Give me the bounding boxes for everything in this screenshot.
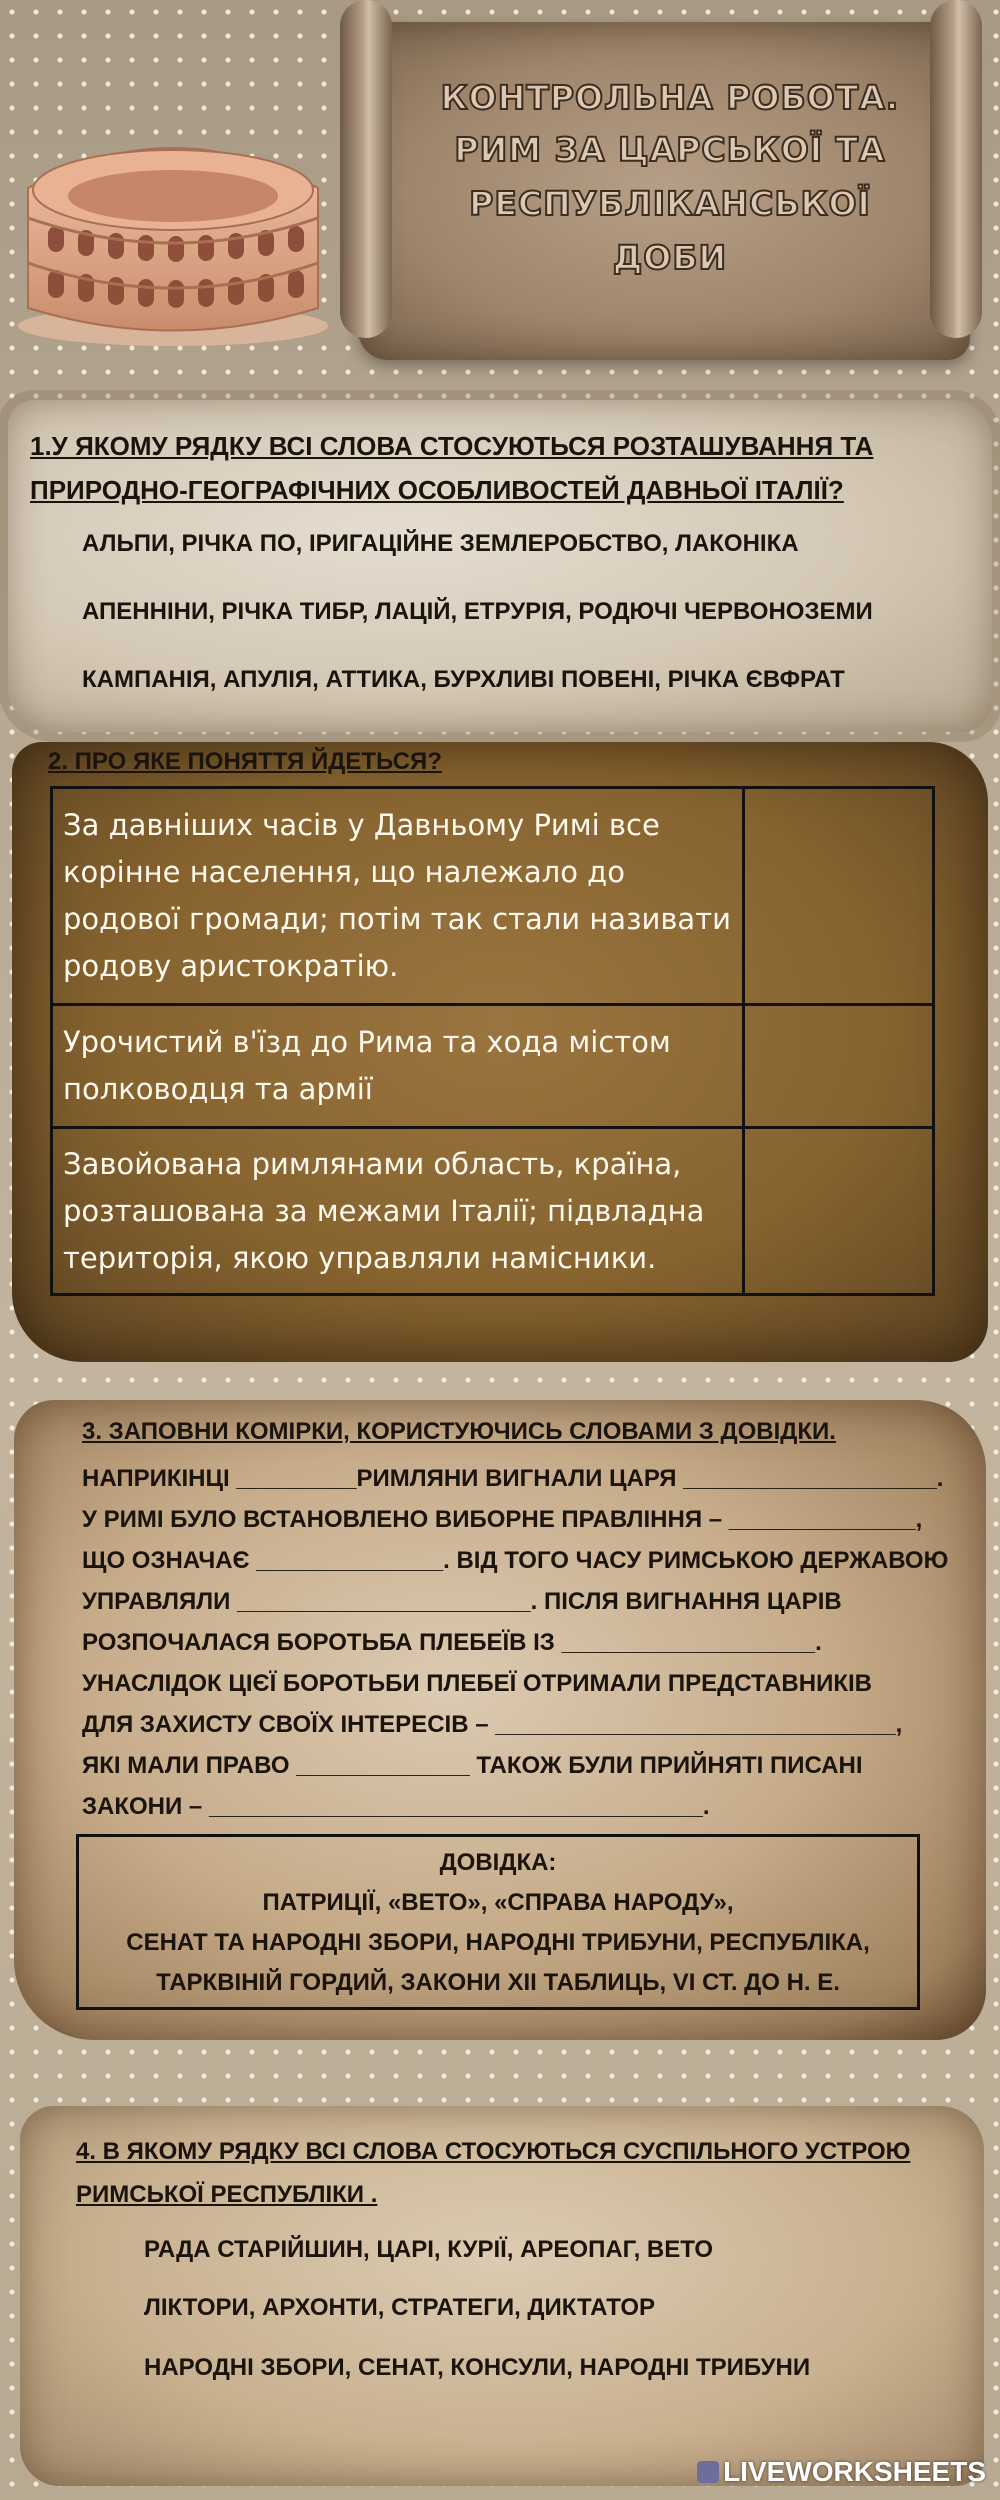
question-4-option-2[interactable]: ЛІКТОРИ, АРХОНТИ, СТРАТЕГИ, ДИКТАТОР (144, 2294, 656, 2321)
page-title-line-2: РИМ ЗА ЦАРСЬКОЇ ТА (454, 130, 886, 169)
logo-text: LIVEWORKSHEETS (723, 2456, 986, 2487)
scroll-left-roll (340, 0, 392, 338)
answer-cell[interactable] (743, 1128, 933, 1295)
fill-in-line[interactable]: УПРАВЛЯЛИ ______________________. ПІСЛЯ ВИГНАННЯ ЦАРІВ (82, 1588, 842, 1615)
answer-cell[interactable] (743, 788, 933, 1005)
definition-cell: Завойована римлянами область, країна, розташована за межами Італії; підвладна територія, якою управляли намісники. (52, 1128, 744, 1295)
fill-in-line[interactable]: У РИМІ БУЛО ВСТАНОВЛЕНО ВИБОРНЕ ПРАВЛІННЯ – ______________, (82, 1506, 923, 1533)
fill-in-line[interactable]: ДЛЯ ЗАХИСТУ СВОЇХ ІНТЕРЕСІВ – ______________________________, (82, 1711, 903, 1738)
answer-cell[interactable] (743, 1005, 933, 1128)
reference-line: СЕНАТ ТА НАРОДНІ ЗБОРИ, НАРОДНІ ТРИБУНИ, РЕСПУБЛІКА, (126, 1929, 870, 1956)
table-row (52, 1128, 934, 1295)
question-1-option-3[interactable]: КАМПАНІЯ, АПУЛІЯ, АТТИКА, БУРХЛИВІ ПОВЕНІ, РІЧКА ЄВФРАТ (82, 666, 845, 693)
reference-line: ПАТРИЦІЇ, «ВЕТО», «СПРАВА НАРОДУ», (262, 1889, 734, 1916)
question-1-option-1[interactable]: АЛЬПИ, РІЧКА ПО, ІРИГАЦІЙНЕ ЗЕМЛЕРОБСТВО, ЛАКОНІКА (82, 530, 799, 557)
page-title-line-3: РЕСПУБЛІКАНСЬКОЇ (469, 184, 871, 223)
question-4-option-1[interactable]: РАДА СТАРІЙШИН, ЦАРІ, КУРІЇ, АРЕОПАГ, ВЕТО (144, 2236, 713, 2263)
scroll-right-roll (930, 0, 982, 338)
fill-in-line[interactable]: НАПРИКІНЦІ _________РИМЛЯНИ ВИГНАЛИ ЦАРЯ ___________________. (82, 1465, 944, 1492)
question-4-title: 4. В ЯКОМУ РЯДКУ ВСІ СЛОВА СТОСУЮТЬСЯ СУСПІЛЬНОГО УСТРОЮ РИМСЬКОЇ РЕСПУБЛІКИ . (76, 2138, 911, 2208)
definition-cell: Урочистий в'їзд до Рима та хода містом полководця та армії (52, 1005, 744, 1128)
reference-title: ДОВІДКА: (439, 1849, 557, 1876)
liveworksheets-icon (697, 2461, 719, 2483)
table-row (52, 788, 934, 1005)
reference-box (76, 1834, 920, 2010)
question-3-title: 3. ЗАПОВНИ КОМІРКИ, КОРИСТУЮЧИСЬ СЛОВАМИ З ДОВІДКИ. (82, 1418, 836, 1445)
reference-line: ТАРКВІНІЙ ГОРДИЙ, ЗАКОНИ XII ТАБЛИЦЬ, VI СТ. ДО Н. Е. (156, 1969, 840, 1996)
fill-in-line: УНАСЛІДОК ЦІЄЇ БОРОТЬБИ ПЛЕБЕЇ ОТРИМАЛИ ПРЕДСТАВНИКІВ (82, 1670, 872, 1697)
table-row (52, 1005, 934, 1128)
question-1-option-2[interactable]: АПЕННІНИ, РІЧКА ТИБР, ЛАЦІЙ, ЕТРУРІЯ, РОДЮЧІ ЧЕРВОНОЗЕМИ (82, 598, 873, 625)
fill-in-line[interactable]: ЗАКОНИ – _____________________________________. (82, 1793, 710, 1820)
fill-in-text (82, 1458, 972, 1827)
page-title-line-4: ДОБИ (612, 238, 728, 277)
fill-in-line[interactable]: РОЗПОЧАЛАСЯ БОРОТЬБА ПЛЕБЕЇВ ІЗ ___________________. (82, 1629, 822, 1656)
concepts-table (50, 786, 935, 1296)
colosseum-illustration (8, 118, 338, 348)
question-2-title: 2. ПРО ЯКЕ ПОНЯТТЯ ЙДЕТЬСЯ? (48, 748, 442, 775)
fill-in-line[interactable]: ЩО ОЗНАЧАЄ ______________. ВІД ТОГО ЧАСУ РИМСЬКОЮ ДЕРЖАВОЮ (82, 1547, 949, 1574)
question-1-title: 1.У ЯКОМУ РЯДКУ ВСІ СЛОВА СТОСУЮТЬСЯ РОЗТАШУВАННЯ ТА ПРИРОДНО-ГЕОГРАФІЧНИХ ОСОБЛИВОСТЕЙ ДАВНЬОЇ ІТАЛІЇ? (30, 431, 874, 505)
liveworksheets-logo[interactable] (697, 2456, 986, 2488)
page-title-line-1: КОНТРОЛЬНА РОБОТА. (440, 78, 900, 117)
question-4-option-3[interactable]: НАРОДНІ ЗБОРИ, СЕНАТ, КОНСУЛИ, НАРОДНІ ТРИБУНИ (144, 2354, 811, 2381)
definition-cell: За давніших часів у Давньому Римі все корінне населення, що належало до родової громади; потім так стали називати родову аристократію. (52, 788, 744, 1005)
fill-in-line[interactable]: ЯКІ МАЛИ ПРАВО _____________ ТАКОЖ БУЛИ ПРИЙНЯТІ ПИСАНІ (82, 1752, 863, 1779)
